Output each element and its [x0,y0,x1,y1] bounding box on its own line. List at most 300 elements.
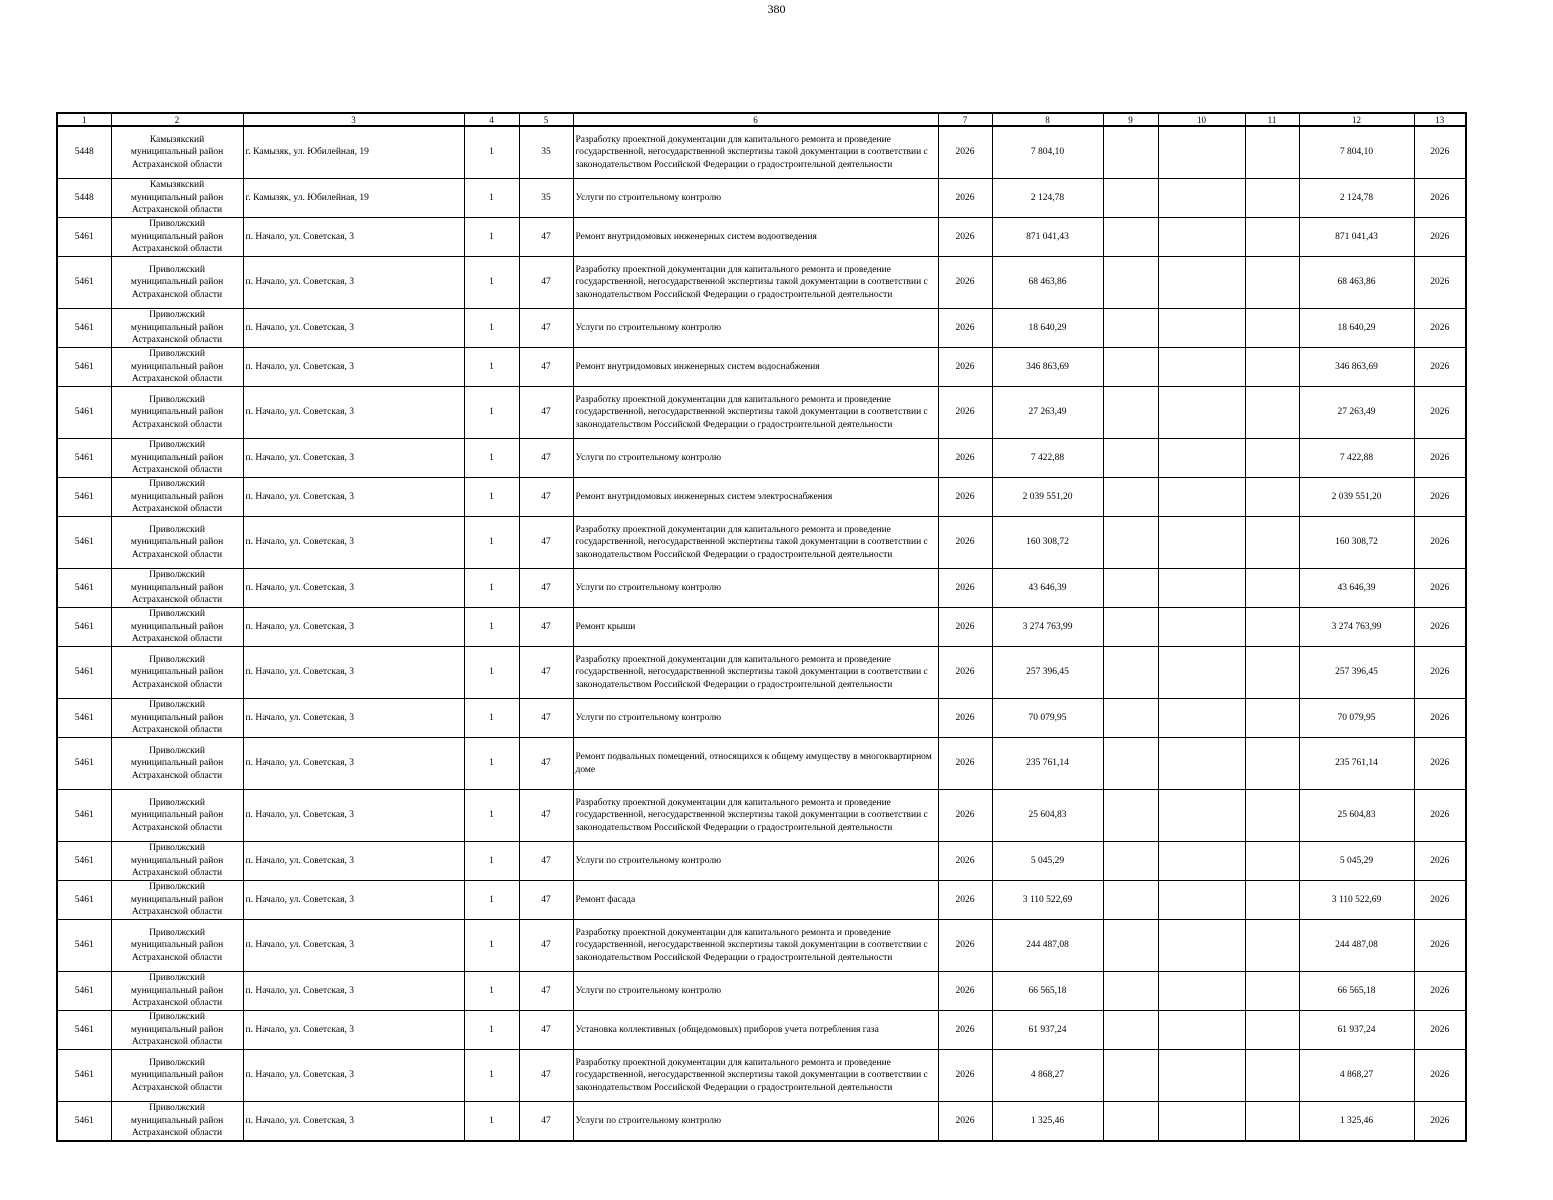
column-11-cell [1245,478,1299,517]
column-number-header: 7 [938,113,992,126]
row-id-cell: 5461 [57,218,111,257]
municipality-cell [111,439,243,478]
address-cell: п. Начало, ул. Советская, 3 [243,790,464,842]
column-10-cell [1158,218,1245,257]
row-id-cell: 5448 [57,126,111,179]
municipality-line: Астраханской области [131,374,223,385]
amount-cell: 871 041,43 [992,218,1103,257]
municipality-cell [111,790,243,842]
total-cell: 5 045,29 [1299,842,1414,881]
column-9-cell [1103,309,1158,348]
table-row [57,569,1466,608]
amount-cell: 244 487,08 [992,920,1103,972]
municipality-line: Приволжский [149,219,205,230]
municipality-line: Приволжский [149,654,205,665]
column-5-cell: 35 [519,179,573,218]
column-5-cell: 47 [519,647,573,699]
table-row [57,699,1466,738]
total-cell: 2 039 551,20 [1299,478,1414,517]
total-cell: 257 396,45 [1299,647,1414,699]
year-cell: 2026 [938,309,992,348]
amount-cell: 7 422,88 [992,439,1103,478]
address-cell: п. Начало, ул. Советская, 3 [243,478,464,517]
row-id-cell: 5461 [57,920,111,972]
municipality-cell [111,569,243,608]
column-11-cell [1245,348,1299,387]
municipality-line: муниципальный район [130,407,224,418]
municipality-line: Приволжский [149,264,205,275]
municipality-line: муниципальный район [130,855,224,866]
column-11-cell [1245,1050,1299,1102]
work-type-cell: Услуги по строительному контролю [573,1102,938,1142]
row-id-cell: 5461 [57,478,111,517]
amount-cell: 2 039 551,20 [992,478,1103,517]
completion-year-cell: 2026 [1414,387,1466,439]
municipality-line: муниципальный район [130,1115,224,1126]
total-cell: 235 761,14 [1299,738,1414,790]
column-4-cell: 1 [464,517,519,569]
address-cell: п. Начало, ул. Советская, 3 [243,257,464,309]
column-4-cell: 1 [464,881,519,920]
municipality-line: Астраханской области [131,998,223,1009]
year-cell: 2026 [938,920,992,972]
row-id-cell: 5461 [57,972,111,1011]
column-9-cell [1103,1011,1158,1050]
table-row [57,1050,1466,1102]
work-type-cell: Услуги по строительному контролю [573,699,938,738]
column-9-cell [1103,569,1158,608]
completion-year-cell: 2026 [1414,439,1466,478]
municipality-line: Приволжский [149,1057,205,1068]
column-11-cell [1245,881,1299,920]
year-cell: 2026 [938,218,992,257]
year-cell: 2026 [938,699,992,738]
completion-year-cell: 2026 [1414,647,1466,699]
column-11-cell [1245,842,1299,881]
amount-cell: 25 604,83 [992,790,1103,842]
address-cell: п. Начало, ул. Советская, 3 [243,1011,464,1050]
total-cell: 160 308,72 [1299,517,1414,569]
municipality-line: муниципальный район [130,712,224,723]
table-row [57,517,1466,569]
total-cell: 61 937,24 [1299,1011,1414,1050]
column-9-cell [1103,699,1158,738]
column-11-cell [1245,257,1299,309]
address-cell: п. Начало, ул. Советская, 3 [243,387,464,439]
column-10-cell [1158,647,1245,699]
column-11-cell [1245,179,1299,218]
column-10-cell [1158,387,1245,439]
column-4-cell: 1 [464,309,519,348]
work-type-cell: Услуги по строительному контролю [573,569,938,608]
table-row [57,257,1466,309]
completion-year-cell: 2026 [1414,699,1466,738]
amount-cell: 7 804,10 [992,126,1103,179]
column-9-cell [1103,1102,1158,1142]
column-4-cell: 1 [464,348,519,387]
municipality-cell [111,309,243,348]
address-cell: г. Камызяк, ул. Юбилейная, 19 [243,126,464,179]
municipality-line: Астраханской области [131,289,223,300]
municipality-line: Астраханской области [131,205,223,216]
column-number-header: 11 [1245,113,1299,126]
municipality-line: муниципальный район [130,894,224,905]
column-11-cell [1245,1102,1299,1142]
column-5-cell: 47 [519,920,573,972]
municipality-line: Астраханской области [131,419,223,430]
table-row [57,309,1466,348]
municipality-cell [111,881,243,920]
municipality-cell [111,218,243,257]
column-9-cell [1103,126,1158,179]
column-number-header: 5 [519,113,573,126]
column-4-cell: 1 [464,218,519,257]
column-4-cell: 1 [464,126,519,179]
municipality-cell [111,1011,243,1050]
completion-year-cell: 2026 [1414,126,1466,179]
column-number-header: 2 [111,113,243,126]
work-type-cell: Услуги по строительному контролю [573,972,938,1011]
municipality-line: муниципальный район [130,1070,224,1081]
column-9-cell [1103,608,1158,647]
municipality-line: муниципальный район [130,361,224,372]
year-cell: 2026 [938,348,992,387]
table-row [57,1102,1466,1142]
municipality-line: Астраханской области [131,822,223,833]
municipality-line: Камызякский [149,180,205,191]
row-id-cell: 5461 [57,647,111,699]
work-type-cell: Разработку проектной документации для капитального ремонта и проведение государственной, негосударственной экспертизы такой документации в соответствии с законодательством Российской Федерации о градостроительной деятельности [573,517,938,569]
municipality-line: Приволжский [149,570,205,581]
year-cell: 2026 [938,608,992,647]
municipality-line: муниципальный район [130,621,224,632]
address-cell: п. Начало, ул. Советская, 3 [243,608,464,647]
completion-year-cell: 2026 [1414,881,1466,920]
amount-cell: 235 761,14 [992,738,1103,790]
completion-year-cell: 2026 [1414,348,1466,387]
address-cell: п. Начало, ул. Советская, 3 [243,920,464,972]
total-cell: 2 124,78 [1299,179,1414,218]
table-row [57,608,1466,647]
table-row [57,348,1466,387]
column-10-cell [1158,569,1245,608]
completion-year-cell: 2026 [1414,1050,1466,1102]
completion-year-cell: 2026 [1414,790,1466,842]
column-11-cell [1245,218,1299,257]
address-cell: г. Камызяк, ул. Юбилейная, 19 [243,179,464,218]
municipality-cell [111,179,243,218]
column-4-cell: 1 [464,699,519,738]
column-5-cell: 47 [519,1102,573,1142]
municipality-line: муниципальный район [130,810,224,821]
municipality-line: муниципальный район [130,940,224,951]
total-cell: 18 640,29 [1299,309,1414,348]
municipality-line: Астраханской области [131,868,223,879]
column-number-header: 12 [1299,113,1414,126]
column-9-cell [1103,179,1158,218]
municipality-line: муниципальный район [130,537,224,548]
year-cell: 2026 [938,1011,992,1050]
table-row [57,179,1466,218]
year-cell: 2026 [938,972,992,1011]
column-5-cell: 47 [519,478,573,517]
column-9-cell [1103,842,1158,881]
work-type-cell: Разработку проектной документации для капитального ремонта и проведение государственной, негосударственной экспертизы такой документации в соответствии с законодательством Российской Федерации о градостроительной деятельности [573,1050,938,1102]
work-type-cell: Услуги по строительному контролю [573,309,938,348]
municipality-line: муниципальный район [130,582,224,593]
column-number-header: 6 [573,113,938,126]
address-cell: п. Начало, ул. Советская, 3 [243,881,464,920]
year-cell: 2026 [938,257,992,309]
total-cell: 4 868,27 [1299,1050,1414,1102]
row-id-cell: 5461 [57,439,111,478]
year-cell: 2026 [938,738,992,790]
row-id-cell: 5461 [57,790,111,842]
address-cell: п. Начало, ул. Советская, 3 [243,569,464,608]
column-10-cell [1158,1050,1245,1102]
column-9-cell [1103,920,1158,972]
column-number-header: 10 [1158,113,1245,126]
amount-cell: 66 565,18 [992,972,1103,1011]
year-cell: 2026 [938,881,992,920]
municipality-line: муниципальный район [130,277,224,288]
column-9-cell [1103,647,1158,699]
year-cell: 2026 [938,439,992,478]
year-cell: 2026 [938,517,992,569]
municipality-line: муниципальный район [130,322,224,333]
row-id-cell: 5461 [57,699,111,738]
year-cell: 2026 [938,1102,992,1142]
address-cell: п. Начало, ул. Советская, 3 [243,218,464,257]
amount-cell: 5 045,29 [992,842,1103,881]
address-cell: п. Начало, ул. Советская, 3 [243,738,464,790]
row-id-cell: 5461 [57,257,111,309]
column-5-cell: 47 [519,439,573,478]
work-type-cell: Разработку проектной документации для капитального ремонта и проведение государственной, негосударственной экспертизы такой документации в соответствии с законодательством Российской Федерации о градостроительной деятельности [573,920,938,972]
column-10-cell [1158,738,1245,790]
amount-cell: 18 640,29 [992,309,1103,348]
column-9-cell [1103,348,1158,387]
table-row [57,478,1466,517]
row-id-cell: 5448 [57,179,111,218]
year-cell: 2026 [938,569,992,608]
municipality-line: Приволжский [149,797,205,808]
column-10-cell [1158,1102,1245,1142]
municipality-line: Астраханской области [131,907,223,918]
column-9-cell [1103,517,1158,569]
column-11-cell [1245,517,1299,569]
municipality-line: Приволжский [149,609,205,620]
column-4-cell: 1 [464,478,519,517]
year-cell: 2026 [938,1050,992,1102]
address-cell: п. Начало, ул. Советская, 3 [243,439,464,478]
year-cell: 2026 [938,179,992,218]
column-11-cell [1245,608,1299,647]
column-11-cell [1245,309,1299,348]
column-4-cell: 1 [464,972,519,1011]
total-cell: 43 646,39 [1299,569,1414,608]
column-11-cell [1245,738,1299,790]
row-id-cell: 5461 [57,517,111,569]
column-4-cell: 1 [464,842,519,881]
municipality-line: Астраханской области [131,465,223,476]
table-row [57,218,1466,257]
column-10-cell [1158,126,1245,179]
column-5-cell: 47 [519,1050,573,1102]
year-cell: 2026 [938,126,992,179]
column-number-header: 9 [1103,113,1158,126]
municipality-line: Приволжский [149,524,205,535]
column-9-cell [1103,387,1158,439]
municipality-cell [111,348,243,387]
row-id-cell: 5461 [57,1050,111,1102]
column-10-cell [1158,348,1245,387]
address-cell: п. Начало, ул. Советская, 3 [243,972,464,1011]
municipality-line: Астраханской области [131,1128,223,1139]
address-cell: п. Начало, ул. Советская, 3 [243,699,464,738]
municipality-cell [111,842,243,881]
column-9-cell [1103,478,1158,517]
year-cell: 2026 [938,387,992,439]
column-10-cell [1158,608,1245,647]
column-10-cell [1158,790,1245,842]
column-11-cell [1245,387,1299,439]
work-type-cell: Разработку проектной документации для капитального ремонта и проведение государственной, негосударственной экспертизы такой документации в соответствии с законодательством Российской Федерации о градостроительной деятельности [573,257,938,309]
completion-year-cell: 2026 [1414,257,1466,309]
column-11-cell [1245,569,1299,608]
column-9-cell [1103,1050,1158,1102]
column-4-cell: 1 [464,387,519,439]
table-row [57,972,1466,1011]
page-number: 380 [767,2,786,16]
column-5-cell: 47 [519,517,573,569]
amount-cell: 257 396,45 [992,647,1103,699]
work-type-cell: Услуги по строительному контролю [573,179,938,218]
column-5-cell: 47 [519,699,573,738]
column-10-cell [1158,920,1245,972]
column-10-cell [1158,1011,1245,1050]
column-5-cell: 47 [519,790,573,842]
table-row [57,1011,1466,1050]
row-id-cell: 5461 [57,387,111,439]
amount-cell: 346 863,69 [992,348,1103,387]
amount-cell: 61 937,24 [992,1011,1103,1050]
municipality-cell [111,608,243,647]
municipality-cell [111,126,243,179]
municipality-cell [111,387,243,439]
row-id-cell: 5461 [57,881,111,920]
work-type-cell: Услуги по строительному контролю [573,842,938,881]
completion-year-cell: 2026 [1414,218,1466,257]
column-11-cell [1245,920,1299,972]
table-row [57,790,1466,842]
year-cell: 2026 [938,790,992,842]
column-10-cell [1158,517,1245,569]
work-type-cell: Ремонт внутридомовых инженерных систем водоотведения [573,218,938,257]
municipality-line: Приволжский [149,1012,205,1023]
table-row [57,842,1466,881]
table-row [57,387,1466,439]
column-4-cell: 1 [464,738,519,790]
column-5-cell: 47 [519,348,573,387]
address-cell: п. Начало, ул. Советская, 3 [243,1102,464,1142]
municipality-line: Астраханской области [131,504,223,515]
municipality-line: муниципальный район [130,758,224,769]
municipality-line: Астраханской области [131,1082,223,1093]
row-id-cell: 5461 [57,1102,111,1142]
municipality-cell [111,1102,243,1142]
year-cell: 2026 [938,647,992,699]
total-cell: 7 422,88 [1299,439,1414,478]
column-11-cell [1245,790,1299,842]
column-4-cell: 1 [464,608,519,647]
municipality-line: Приволжский [149,843,205,854]
address-cell: п. Начало, ул. Советская, 3 [243,842,464,881]
column-number-header: 1 [57,113,111,126]
column-5-cell: 47 [519,218,573,257]
amount-cell: 4 868,27 [992,1050,1103,1102]
column-10-cell [1158,257,1245,309]
completion-year-cell: 2026 [1414,569,1466,608]
column-5-cell: 47 [519,387,573,439]
municipality-line: Астраханской области [131,159,223,170]
municipality-line: Приволжский [149,882,205,893]
work-type-cell: Ремонт внутридомовых инженерных систем электроснабжения [573,478,938,517]
column-4-cell: 1 [464,1011,519,1050]
municipality-line: муниципальный район [130,192,224,203]
total-cell: 346 863,69 [1299,348,1414,387]
total-cell: 3 110 522,69 [1299,881,1414,920]
row-id-cell: 5461 [57,738,111,790]
work-type-cell: Разработку проектной документации для капитального ремонта и проведение государственной, негосударственной экспертизы такой документации в соответствии с законодательством Российской Федерации о градостроительной деятельности [573,126,938,179]
column-9-cell [1103,439,1158,478]
column-11-cell [1245,126,1299,179]
municipality-cell [111,972,243,1011]
total-cell: 871 041,43 [1299,218,1414,257]
completion-year-cell: 2026 [1414,179,1466,218]
municipality-line: Приволжский [149,310,205,321]
column-5-cell: 47 [519,309,573,348]
total-cell: 70 079,95 [1299,699,1414,738]
column-5-cell: 47 [519,569,573,608]
column-10-cell [1158,179,1245,218]
municipality-cell [111,647,243,699]
column-5-cell: 47 [519,608,573,647]
total-cell: 66 565,18 [1299,972,1414,1011]
row-id-cell: 5461 [57,608,111,647]
column-4-cell: 1 [464,1102,519,1142]
total-cell: 3 274 763,99 [1299,608,1414,647]
work-type-cell: Ремонт подвальных помещений, относящихся к общему имуществу в многоквартирном доме [573,738,938,790]
municipality-line: Приволжский [149,440,205,451]
amount-cell: 3 274 763,99 [992,608,1103,647]
work-type-cell: Установка коллективных (общедомовых) приборов учета потребления газа [573,1011,938,1050]
municipality-line: Камызякский [149,134,205,145]
amount-cell: 27 263,49 [992,387,1103,439]
work-type-cell: Ремонт крыши [573,608,938,647]
column-10-cell [1158,842,1245,881]
column-4-cell: 1 [464,790,519,842]
row-id-cell: 5461 [57,309,111,348]
year-cell: 2026 [938,842,992,881]
municipality-line: Приволжский [149,745,205,756]
completion-year-cell: 2026 [1414,738,1466,790]
column-11-cell [1245,1011,1299,1050]
column-11-cell [1245,647,1299,699]
municipality-line: Приволжский [149,394,205,405]
column-5-cell: 47 [519,972,573,1011]
column-9-cell [1103,257,1158,309]
